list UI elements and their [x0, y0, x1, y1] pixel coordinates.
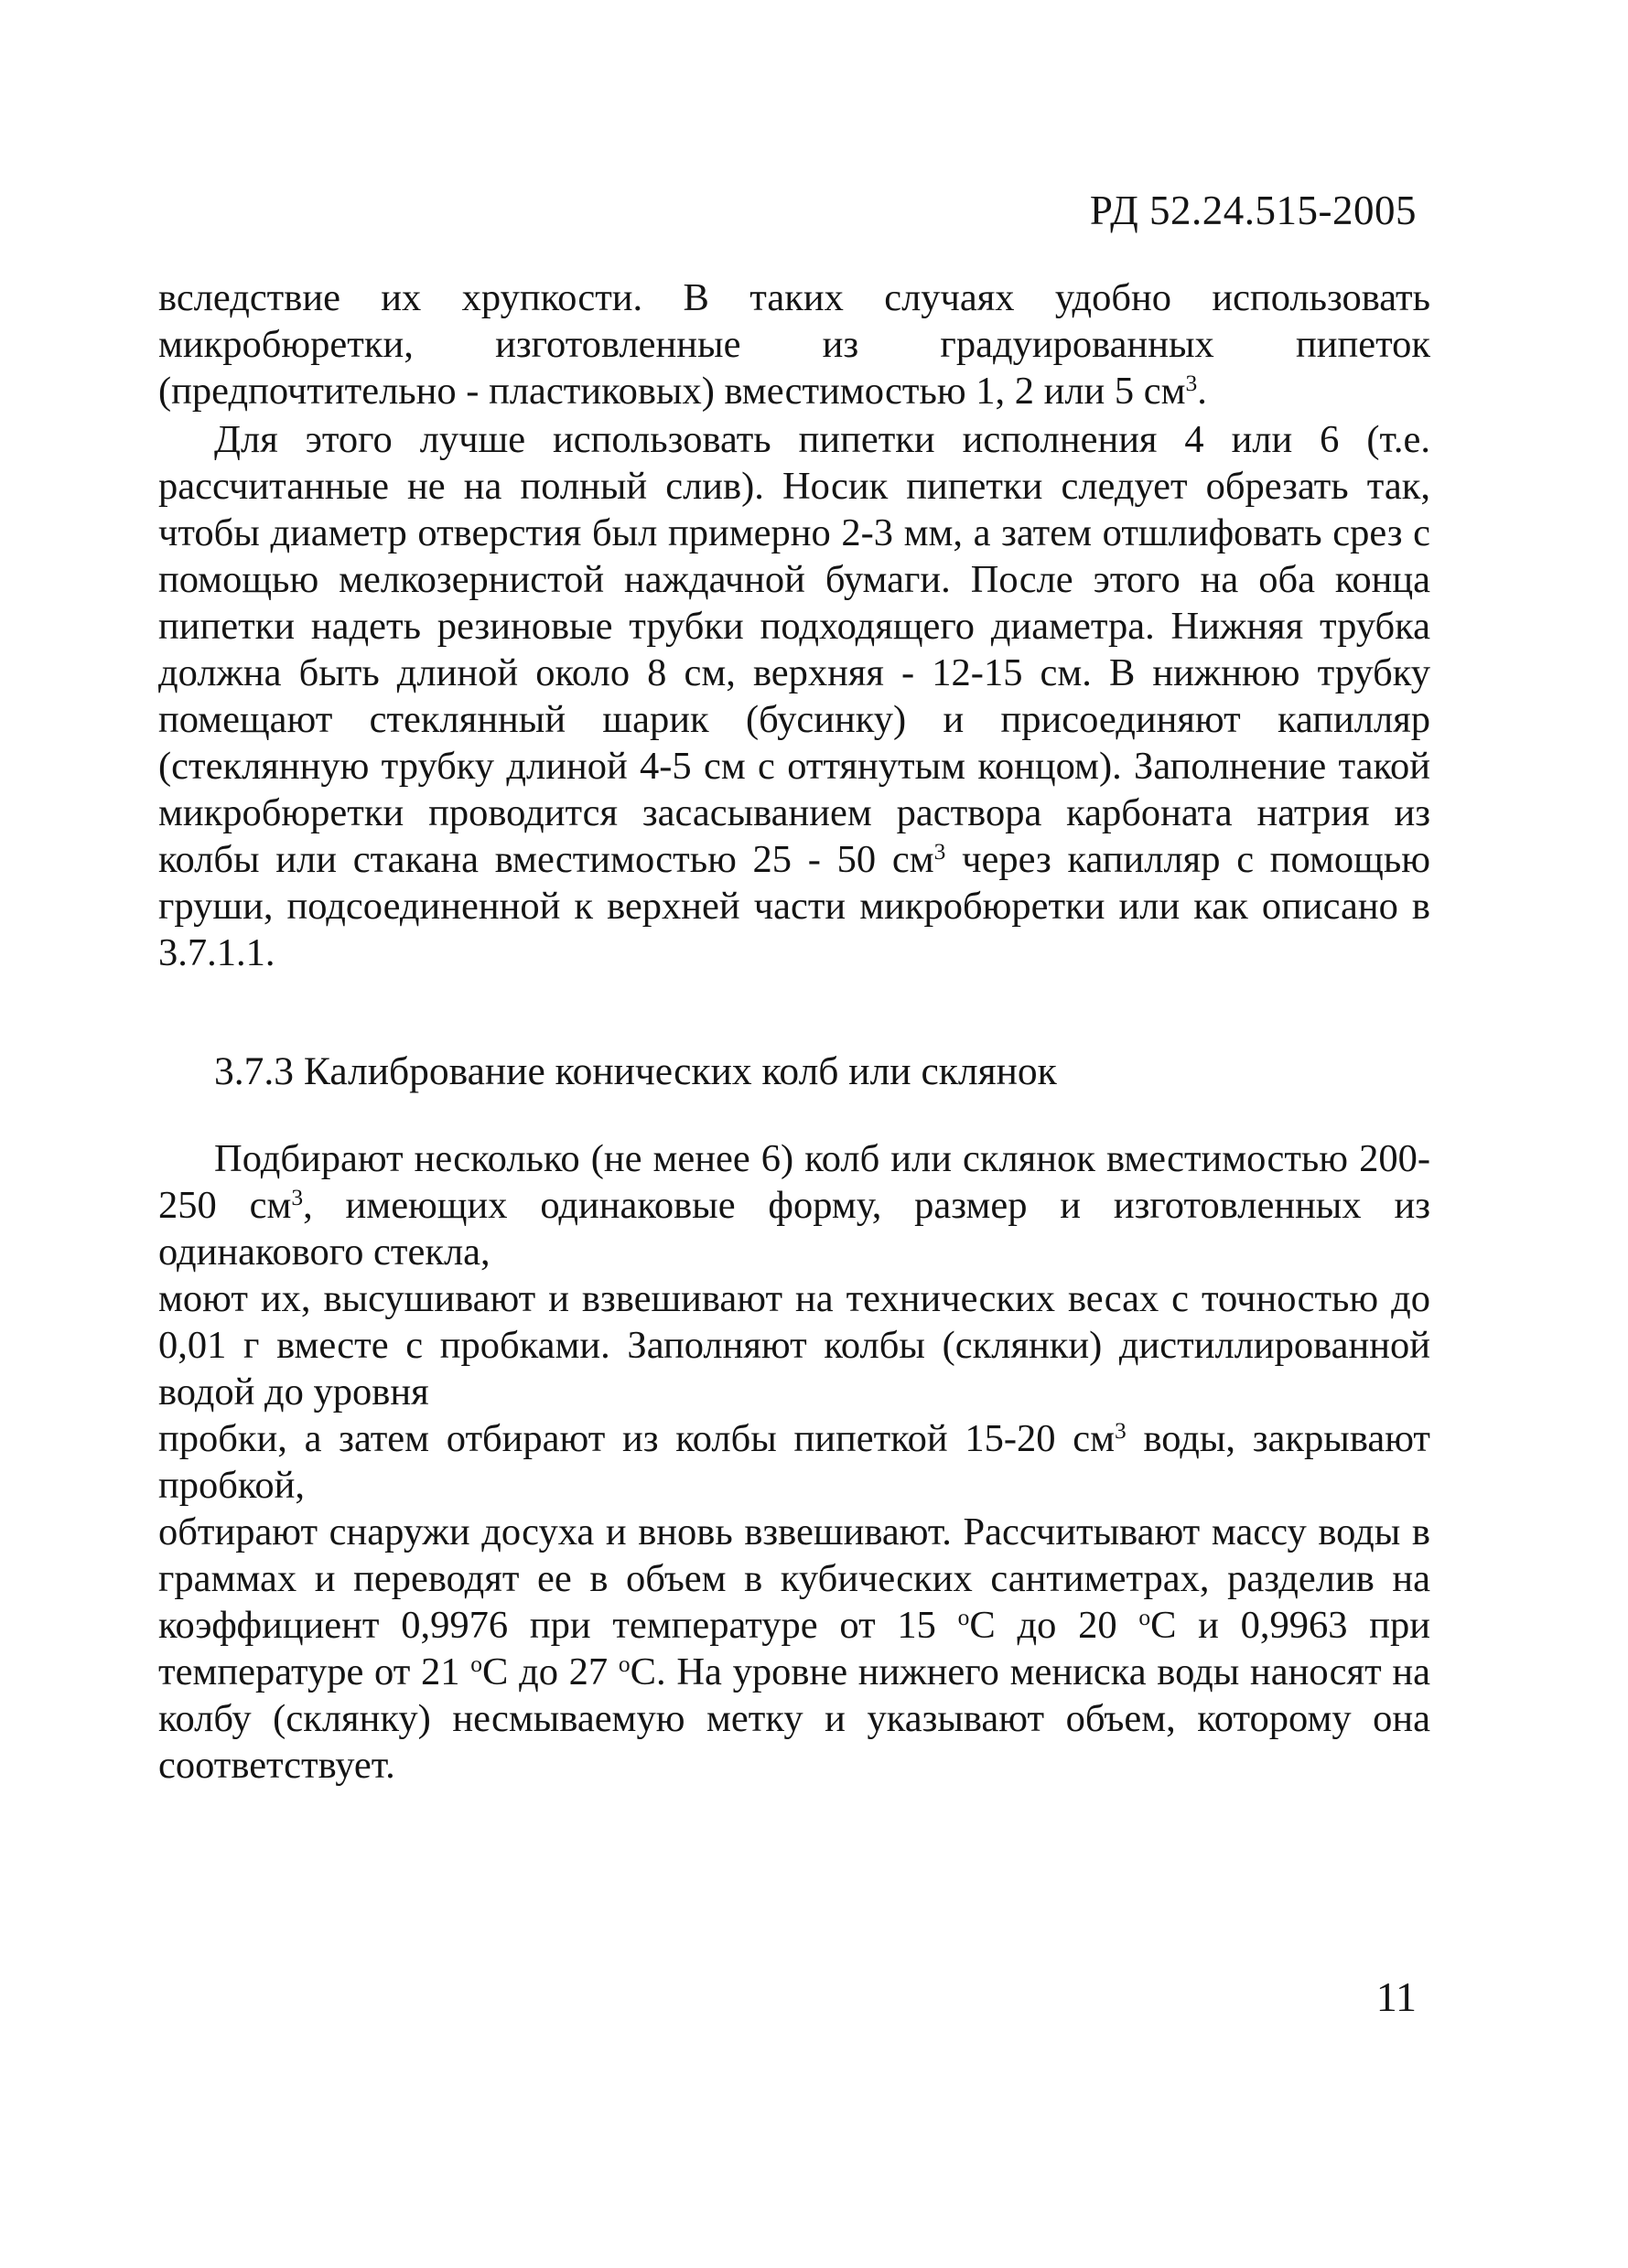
superscript-degree: о	[618, 1650, 631, 1677]
paragraph-text: С. На уровне нижнего мениска воды наносят на колбу (склянку) несмываемую метку и указывают объем, которому она соответствует.	[158, 1650, 1430, 1787]
paragraph-pipette-preparation	[158, 416, 1430, 976]
paragraph-washing-weighing	[158, 1275, 1430, 1415]
paragraph-withdraw-water	[158, 1415, 1430, 1509]
paragraph-mass-calculation	[158, 1509, 1430, 1789]
superscript-degree: о	[1138, 1603, 1151, 1630]
superscript-degree: о	[957, 1603, 970, 1630]
paragraph-text: моют их, высушивают и взвешивают на технических весах с точностью до 0,01 г вместе с пробками. Заполняют колбы (склянки) дистиллированной водой до уровня	[158, 1277, 1430, 1413]
paragraph-text: .	[1197, 370, 1207, 413]
superscript-cube: 3	[1114, 1416, 1127, 1444]
paragraph-text: С до 27	[482, 1650, 619, 1693]
superscript-cube: 3	[933, 837, 946, 865]
paragraph-text: обтирают снаружи досуха и вновь взвешивают. Рассчитывают массу воды в граммах и переводят ее в объем в кубических сантиметрах, разделив на коэффициент 0,9976 при температуре от 15	[158, 1510, 1430, 1647]
paragraph-flask-selection	[158, 1135, 1430, 1275]
document-code-header: РД 52.24.515-2005	[1089, 188, 1417, 233]
paragraph-microburettes-fragility	[158, 274, 1430, 414]
paragraph-text: Подбирают несколько (не менее 6) колб или склянок вместимостью 200-250 см	[158, 1137, 1430, 1227]
paragraph-text: С до 20	[969, 1604, 1139, 1647]
paragraph-text: Для этого лучше использовать пипетки исполнения 4 или 6 (т.е. рассчитанные не на полный слив). Носик пипетки следует обрезать так, чтобы диаметр отверстия был примерно 2-3 мм, а затем отшлифовать срез с помощью мелкозернистой наждачной бумаги. После этого на оба конца пипетки надеть резиновые трубки подходящего диаметра. Нижняя трубка должна быть длиной около 8 см, верхняя - 12-15 см. В нижнюю трубку помещают стеклянный шарик (бусинку) и присоединяют капилляр (стеклянную трубку длиной 4-5 см с оттянутым концом). Заполнение такой микробюретки проводится засасыванием раствора карбоната натрия из колбы или стакана вместимостью 25 - 50 см	[158, 418, 1430, 881]
paragraph-text: вследствие их хрупкости. В таких случаях удобно использовать микробюретки, изготовленные из градуированных пипеток (предпочтительно - пластиковых) вместимостью 1, 2 или 5 см	[158, 276, 1430, 413]
superscript-degree: о	[470, 1650, 483, 1677]
document-body	[158, 274, 1430, 1789]
paragraph-text: воды, закрывают пробкой,	[158, 1417, 1430, 1507]
superscript-cube: 3	[291, 1183, 304, 1210]
superscript-cube: 3	[1185, 369, 1198, 396]
paragraph-text: пробки, а затем отбирают из колбы пипеткой 15-20 см	[158, 1417, 1115, 1460]
section-heading: 3.7.3 Калибрование конических колб или склянок	[214, 1049, 1057, 1093]
paragraph-text: С и 0,9963 при температуре от 21	[158, 1604, 1430, 1693]
paragraph-text: через капилляр с помощью груши, подсоединенной к верхней части микробюретки или как описано в 3.7.1.1.	[158, 838, 1430, 974]
paragraph-text: , имеющих одинаковые форму, размер и изготовленных из одинакового стекла,	[158, 1184, 1430, 1274]
page-number: 11	[1375, 1973, 1417, 2020]
